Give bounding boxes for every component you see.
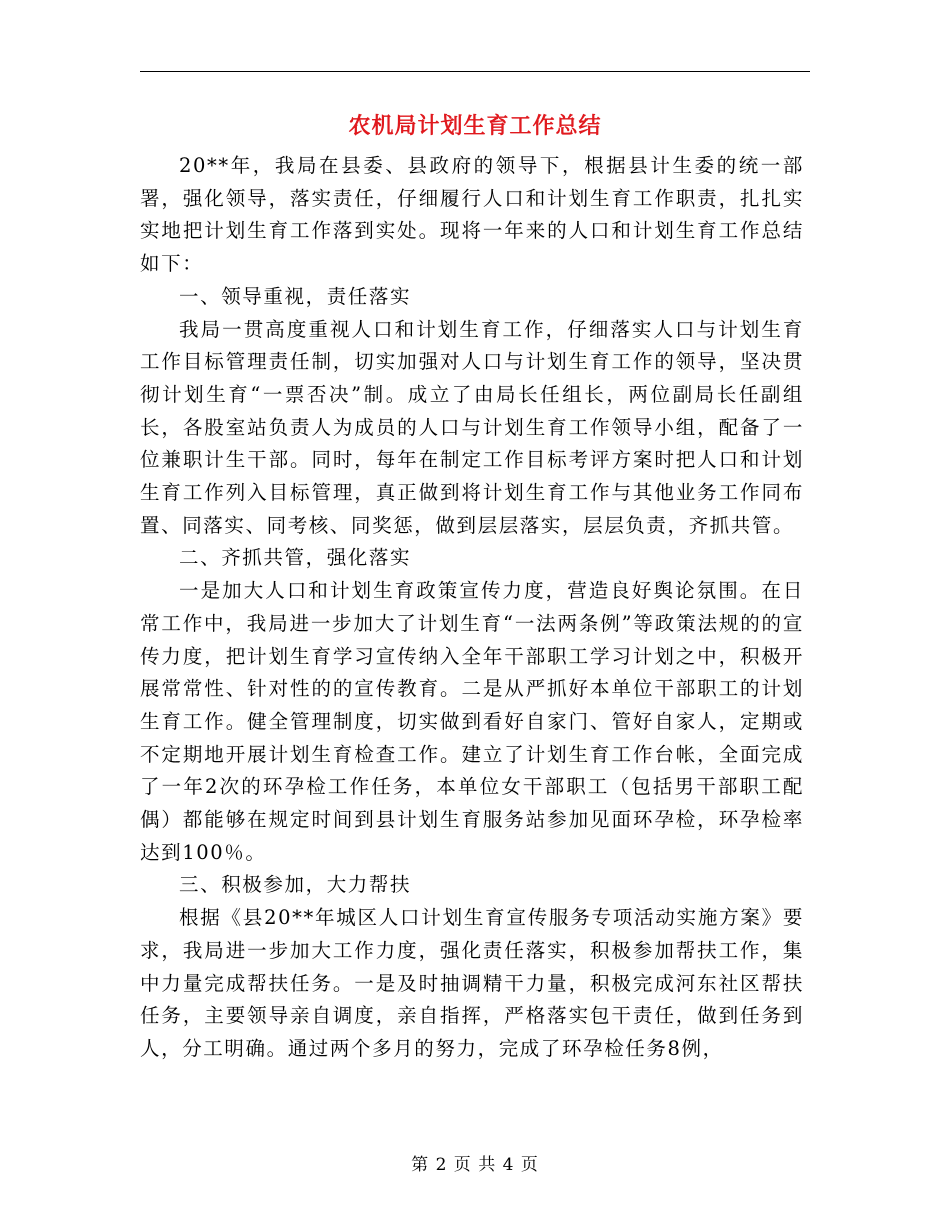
section-heading-1: 一、领导重视，责任落实 xyxy=(179,284,412,308)
document-body xyxy=(140,150,804,1066)
header-rule xyxy=(140,71,810,72)
paragraph-section-1: 我局一贯高度重视人口和计划生育工作，仔细落实人口与计划生育工作目标管理责任制，切实加强对人口与计划生育工作的领导，坚决贯彻计划生育“一票否决”制。成立了由局长任组长，两位副局长任副组长，各股室站负责人为成员的人口与计划生育工作领导小组，配备了一位兼职计生干部。同时，每年在制定工作目标考评方案时把人口和计划生育工作列入目标管理，真正做到将计划生育工作与其他业务工作同布置、同落实、同考核、同奖惩，做到层层落实，层层负责，齐抓共管。 xyxy=(140,317,804,537)
document-title: 农机局计划生育工作总结 xyxy=(348,113,602,139)
section-heading-2: 二、齐抓共管，强化落实 xyxy=(179,546,412,570)
paragraph-section-2: 一是加大人口和计划生育政策宣传力度，营造良好舆论氛围。在日常工作中，我局进一步加大了计划生育“一法两条例”等政策法规的的宣传力度，把计划生育学习宣传纳入全年干部职工学习计划之中，积极开展常常性、针对性的的宣传教育。二是从严抓好本单位干部职工的计划生育工作。健全管理制度，切实做到看好自家门、管好自家人，定期或不定期地开展计划生育检查工作。建立了计划生育工作台帐，全面完成了一年2次的环孕检工作任务，本单位女干部职工（包括男干部职工配偶）都能够在规定时间到县计划生育服务站参加见面环孕检，环孕检率达到100％。 xyxy=(140,579,804,864)
paragraph-section-3: 根据《县20**年城区人口计划生育宣传服务专项活动实施方案》要求，我局进一步加大工作力度，强化责任落实，积极参加帮扶工作，集中力量完成帮扶任务。一是及时抽调精干力量，积极完成河东社区帮扶任务，主要领导亲自调度，亲自指挥，严格落实包干责任，做到任务到人，分工明确。通过两个多月的努力，完成了环孕检任务8例， xyxy=(140,906,804,1060)
paragraph-intro: 20**年，我局在县委、县政府的领导下，根据县计生委的统一部署，强化领导，落实责任，仔细履行人口和计划生育工作职责，扎扎实实地把计划生育工作落到实处。现将一年来的人口和计划生育工作总结如下： xyxy=(140,154,804,276)
section-heading-3: 三、积极参加，大力帮扶 xyxy=(179,873,412,897)
page-number-footer: 第 2 页 共 4 页 xyxy=(411,1155,539,1175)
